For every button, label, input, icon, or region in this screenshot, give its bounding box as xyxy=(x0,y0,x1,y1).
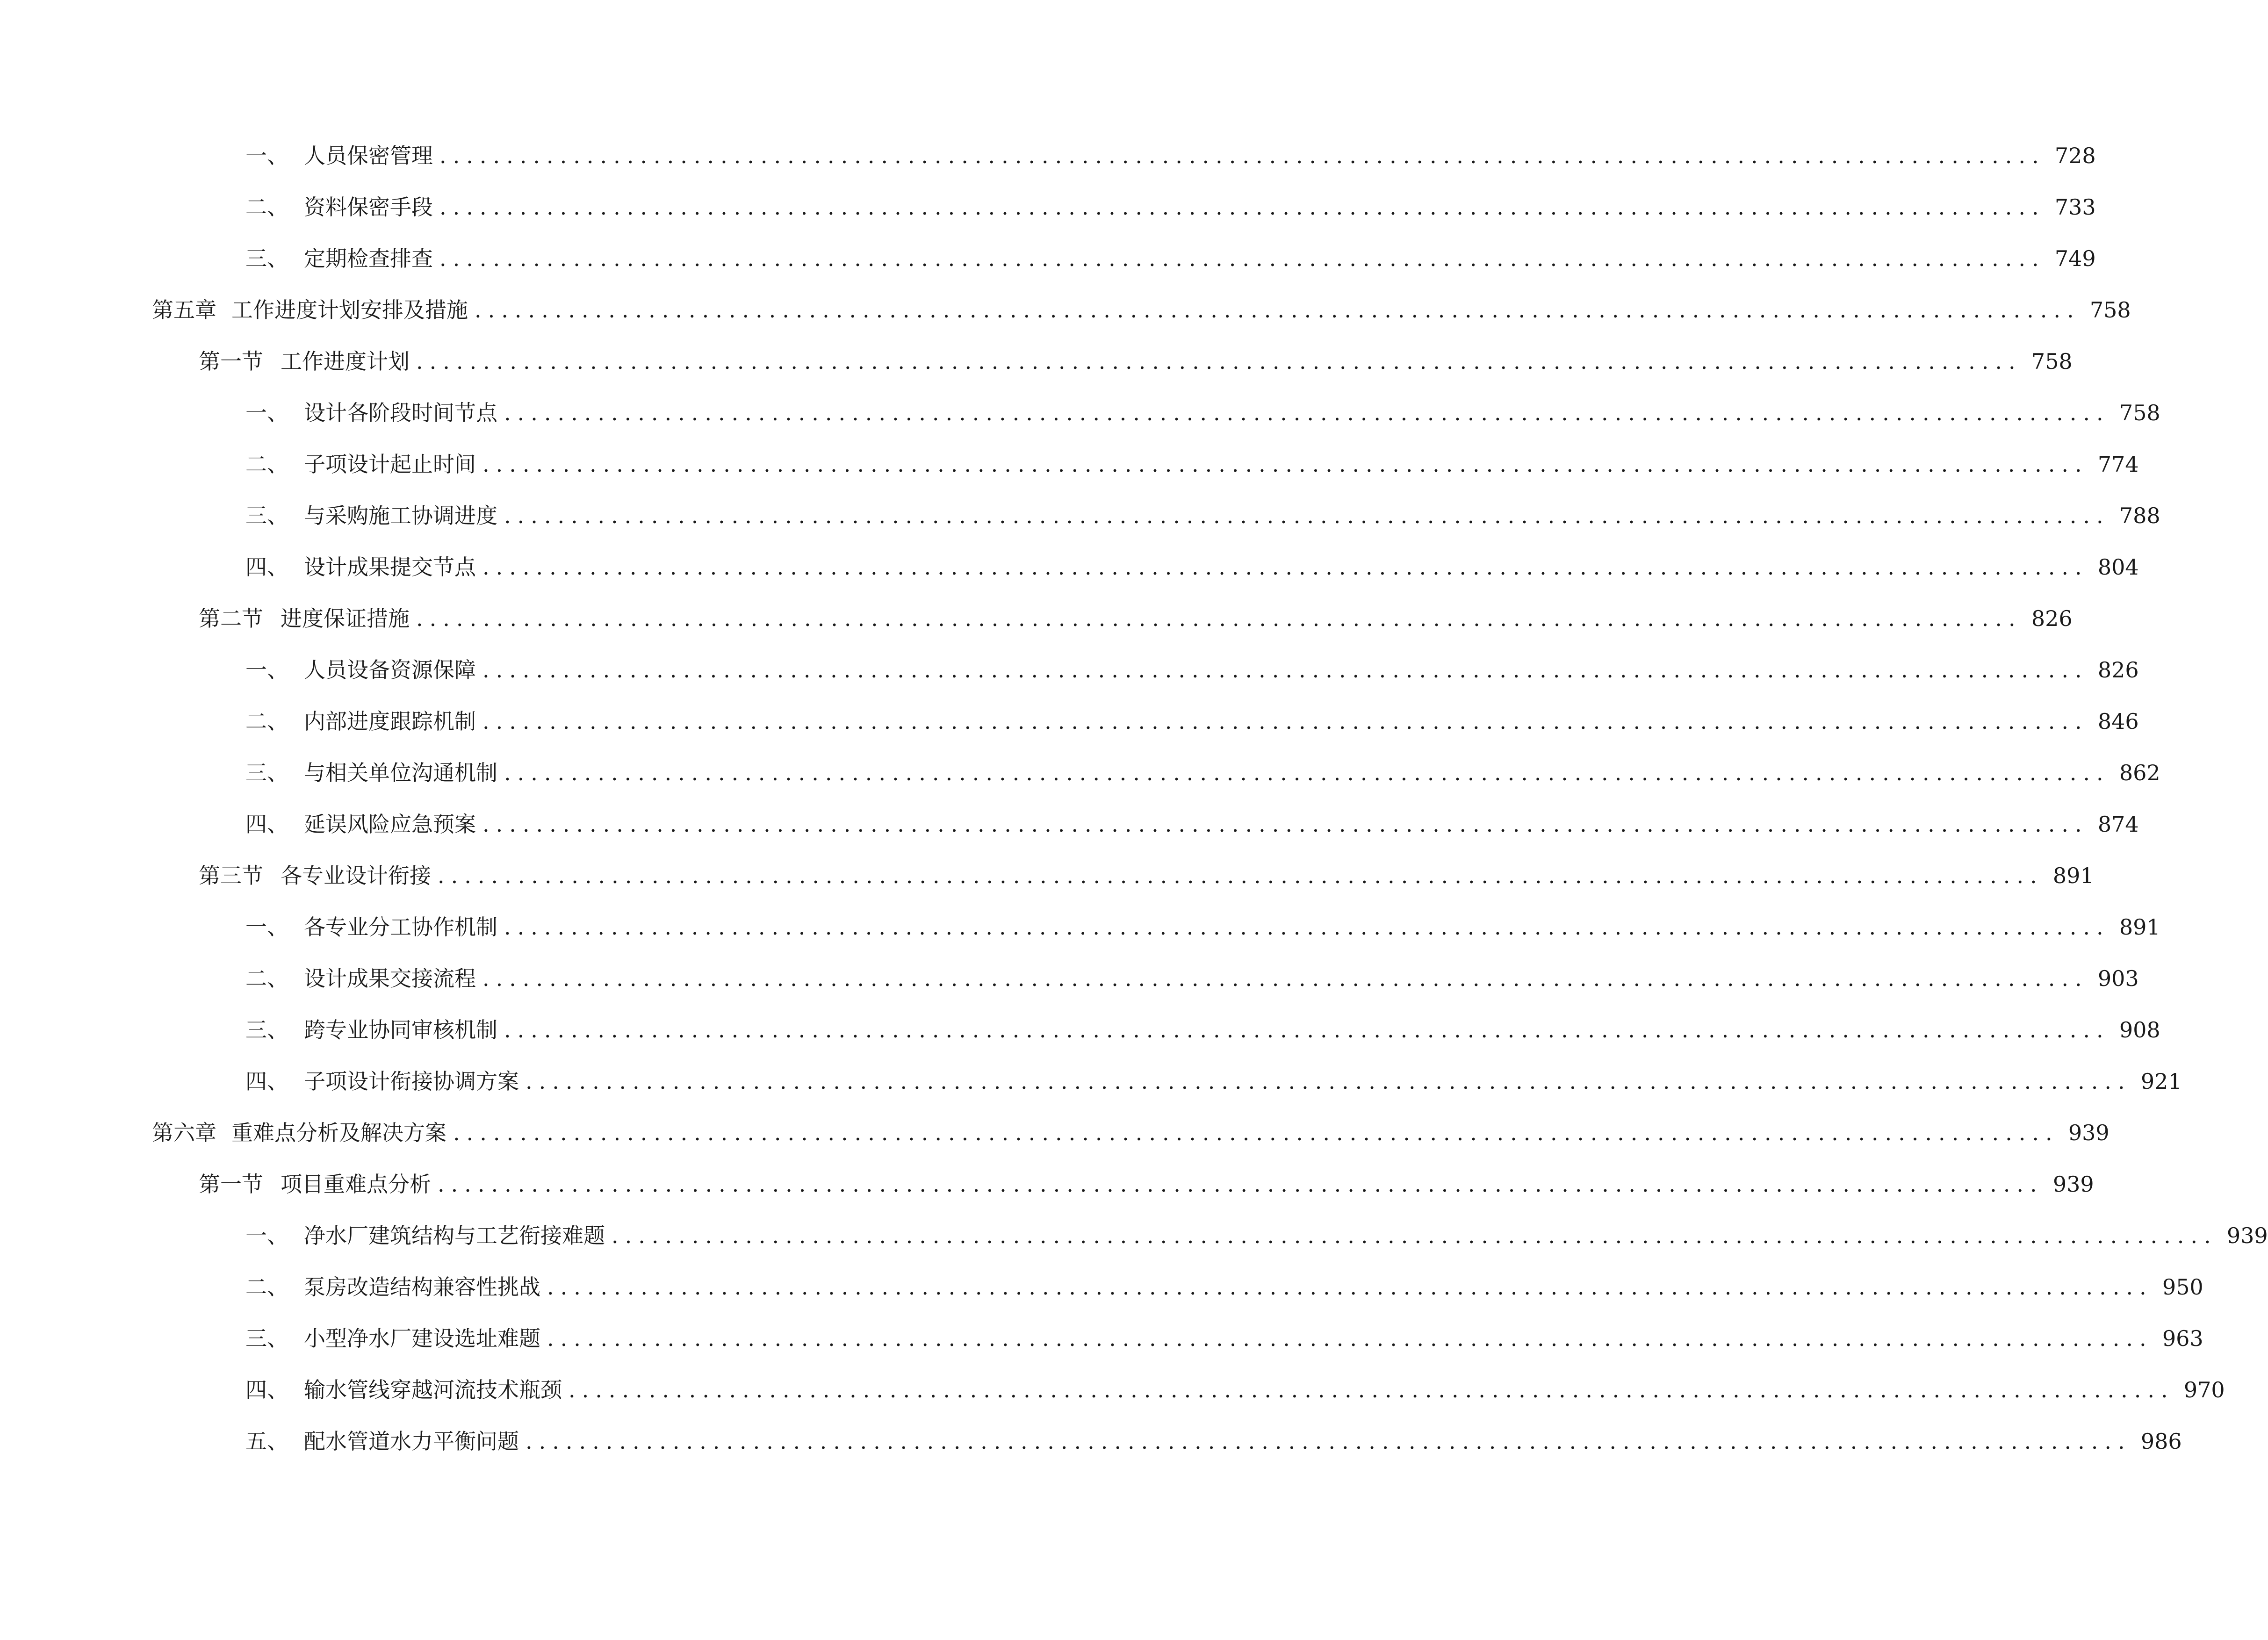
toc-entry-page: 921 xyxy=(2140,1069,2182,1094)
toc-dot-leader: ........................................................................................................................ xyxy=(547,1326,2153,1351)
toc-entry-page: 891 xyxy=(2052,863,2094,888)
toc-dot-leader: ........................................................................................................................ xyxy=(482,554,2088,580)
toc-entry-page: 874 xyxy=(2097,812,2139,837)
toc-dot-leader: ........................................................................................................................ xyxy=(569,1377,2174,1403)
toc-entry-title: 各专业设计衔接 xyxy=(281,863,431,888)
toc-entry[interactable] xyxy=(0,1423,2182,1460)
toc-dot-leader: ........................................................................................................................ xyxy=(482,709,2088,734)
toc-entry-page: 758 xyxy=(2031,349,2073,374)
toc-entry-number: 二、 xyxy=(245,194,288,220)
toc-entry-title: 输水管线穿越河流技术瓶颈 xyxy=(304,1377,562,1403)
toc-entry[interactable] xyxy=(0,1063,2182,1100)
toc-dot-leader: ........................................................................................................................ xyxy=(438,863,2044,888)
toc-entry-page: 826 xyxy=(2031,606,2073,631)
toc-chapter-entry[interactable] xyxy=(0,1114,2110,1151)
toc-section-entry[interactable] xyxy=(0,857,2094,894)
toc-entry-page: 939 xyxy=(2226,1223,2268,1248)
toc-entry-page: 903 xyxy=(2097,966,2139,991)
toc-entry-title: 跨专业协同审核机制 xyxy=(304,1017,497,1043)
toc-entry-number: 三、 xyxy=(245,503,288,528)
toc-entry-title: 工作进度计划安排及措施 xyxy=(231,297,468,323)
toc-dot-leader: ........................................................................................................................ xyxy=(482,966,2088,991)
toc-entry-title: 泵房改造结构兼容性挑战 xyxy=(304,1274,540,1300)
toc-entry-page: 891 xyxy=(2119,914,2160,940)
toc-section-entry[interactable] xyxy=(0,343,2073,380)
toc-dot-leader: ........................................................................................................................ xyxy=(475,297,2081,323)
toc-entry-page: 939 xyxy=(2052,1172,2094,1197)
toc-entry[interactable] xyxy=(0,908,2160,946)
toc-entry-title: 设计成果交接流程 xyxy=(304,966,476,991)
toc-entry-page: 804 xyxy=(2097,554,2139,580)
toc-entry-title: 设计成果提交节点 xyxy=(304,554,476,580)
toc-dot-leader: ........................................................................................................................ xyxy=(504,503,2110,528)
toc-entry[interactable] xyxy=(0,240,2096,277)
toc-entry-title: 定期检查排查 xyxy=(304,246,433,271)
toc-dot-leader: ........................................................................................................................ xyxy=(439,194,2045,220)
toc-entry-number: 四、 xyxy=(245,812,288,837)
toc-entry[interactable] xyxy=(0,394,2160,432)
toc-entry[interactable] xyxy=(0,1217,2268,1254)
toc-entry-title: 项目重难点分析 xyxy=(281,1172,431,1197)
toc-entry-number: 第一节 xyxy=(199,349,263,374)
toc-entry-number: 四、 xyxy=(245,1377,288,1403)
toc-dot-leader: ........................................................................................................................ xyxy=(526,1429,2131,1454)
toc-entry-number: 一、 xyxy=(245,657,288,683)
toc-entry-title: 小型净水厂建设选址难题 xyxy=(304,1326,540,1351)
toc-dot-leader: ........................................................................................................................ xyxy=(453,1120,2059,1145)
toc-entry-title: 净水厂建筑结构与工艺衔接难题 xyxy=(304,1223,605,1248)
toc-dot-leader: ........................................................................................................................ xyxy=(504,1017,2110,1043)
toc-dot-leader: ........................................................................................................................ xyxy=(438,1172,2044,1197)
toc-entry-number: 三、 xyxy=(245,1326,288,1351)
toc-entry[interactable] xyxy=(0,497,2160,534)
toc-entry-number: 三、 xyxy=(245,246,288,271)
toc-entry-number: 第三节 xyxy=(199,863,263,888)
toc-dot-leader: ........................................................................................................................ xyxy=(482,812,2088,837)
toc-entry[interactable] xyxy=(0,446,2139,483)
toc-entry-number: 二、 xyxy=(245,452,288,477)
toc-entry-page: 733 xyxy=(2054,194,2096,220)
toc-entry-title: 进度保证措施 xyxy=(281,606,410,631)
toc-entry-number: 二、 xyxy=(245,1274,288,1300)
toc-entry-page: 986 xyxy=(2140,1429,2182,1454)
toc-entry-page: 846 xyxy=(2097,709,2139,734)
toc-entry-number: 四、 xyxy=(245,554,288,580)
toc-entry-title: 设计各阶段时间节点 xyxy=(304,400,497,425)
toc-entry-number: 第一节 xyxy=(199,1172,263,1197)
toc-dot-leader: ........................................................................................................................ xyxy=(526,1069,2131,1094)
toc-section-entry[interactable] xyxy=(0,1165,2094,1203)
toc-entry-number: 第六章 xyxy=(152,1120,216,1145)
toc-entry[interactable] xyxy=(0,548,2139,586)
toc-dot-leader: ........................................................................................................................ xyxy=(439,143,2045,168)
toc-entry-title: 与采购施工协调进度 xyxy=(304,503,497,528)
toc-dot-leader: ........................................................................................................................ xyxy=(504,760,2110,785)
toc-entry[interactable] xyxy=(0,188,2096,226)
toc-entry-page: 970 xyxy=(2183,1377,2225,1403)
toc-entry-page: 758 xyxy=(2119,400,2160,425)
toc-entry-number: 一、 xyxy=(245,914,288,940)
toc-entry-title: 资料保密手段 xyxy=(304,194,433,220)
toc-entry[interactable] xyxy=(0,1371,2225,1409)
toc-entry-title: 子项设计衔接协调方案 xyxy=(304,1069,519,1094)
toc-entry[interactable] xyxy=(0,1011,2160,1049)
toc-entry[interactable] xyxy=(0,960,2139,997)
toc-entry-number: 一、 xyxy=(245,143,288,168)
toc-dot-leader: ........................................................................................................................ xyxy=(416,606,2022,631)
toc-entry-page: 950 xyxy=(2162,1274,2203,1300)
toc-entry-page: 758 xyxy=(2089,297,2131,323)
toc-entry-title: 内部进度跟踪机制 xyxy=(304,709,476,734)
toc-entry-page: 862 xyxy=(2119,760,2160,785)
toc-entry-number: 三、 xyxy=(245,1017,288,1043)
toc-entry-page: 908 xyxy=(2119,1017,2160,1043)
toc-entry-page: 774 xyxy=(2097,452,2139,477)
toc-entry[interactable] xyxy=(0,1268,2203,1306)
toc-entry-title: 子项设计起止时间 xyxy=(304,452,476,477)
toc-entry-title: 延误风险应急预案 xyxy=(304,812,476,837)
toc-entry-number: 三、 xyxy=(245,760,288,785)
toc-entry[interactable] xyxy=(0,137,2096,174)
toc-entry-number: 五、 xyxy=(245,1429,288,1454)
toc-entry[interactable] xyxy=(0,754,2160,791)
toc-dot-leader: ........................................................................................................................ xyxy=(482,452,2088,477)
toc-entry[interactable] xyxy=(0,703,2139,740)
toc-entry-title: 人员保密管理 xyxy=(304,143,433,168)
toc-dot-leader: ........................................................................................................................ xyxy=(482,657,2088,683)
toc-dot-leader: ........................................................................................................................ xyxy=(547,1274,2153,1300)
toc-dot-leader: ........................................................................................................................ xyxy=(612,1223,2218,1248)
toc-entry[interactable] xyxy=(0,806,2139,843)
toc-dot-leader: ........................................................................................................................ xyxy=(416,349,2022,374)
toc-entry-title: 各专业分工协作机制 xyxy=(304,914,497,940)
toc-chapter-entry[interactable] xyxy=(0,291,2131,329)
toc-entry-title: 工作进度计划 xyxy=(281,349,410,374)
toc-dot-leader: ........................................................................................................................ xyxy=(439,246,2045,271)
toc-entry-title: 重难点分析及解决方案 xyxy=(231,1120,446,1145)
toc-entry[interactable] xyxy=(0,1320,2203,1357)
toc-entry-title: 与相关单位沟通机制 xyxy=(304,760,497,785)
toc-entry-title: 配水管道水力平衡问题 xyxy=(304,1429,519,1454)
toc-dot-leader: ........................................................................................................................ xyxy=(504,400,2110,425)
toc-entry-page: 826 xyxy=(2097,657,2139,683)
toc-entry-number: 第五章 xyxy=(152,297,216,323)
toc-entry-number: 一、 xyxy=(245,400,288,425)
toc-entry-number: 第二节 xyxy=(199,606,263,631)
toc-entry[interactable] xyxy=(0,651,2139,689)
toc-dot-leader: ........................................................................................................................ xyxy=(504,914,2110,940)
toc-entry-number: 四、 xyxy=(245,1069,288,1094)
toc-entry-page: 963 xyxy=(2162,1326,2203,1351)
toc-entry-page: 728 xyxy=(2054,143,2096,168)
toc-entry-number: 一、 xyxy=(245,1223,288,1248)
toc-entry-title: 人员设备资源保障 xyxy=(304,657,476,683)
toc-entry-page: 788 xyxy=(2119,503,2160,528)
toc-entry-number: 二、 xyxy=(245,966,288,991)
toc-entry-page: 749 xyxy=(2054,246,2096,271)
toc-section-entry[interactable] xyxy=(0,600,2073,637)
toc-entry-number: 二、 xyxy=(245,709,288,734)
toc-entry-page: 939 xyxy=(2068,1120,2110,1145)
